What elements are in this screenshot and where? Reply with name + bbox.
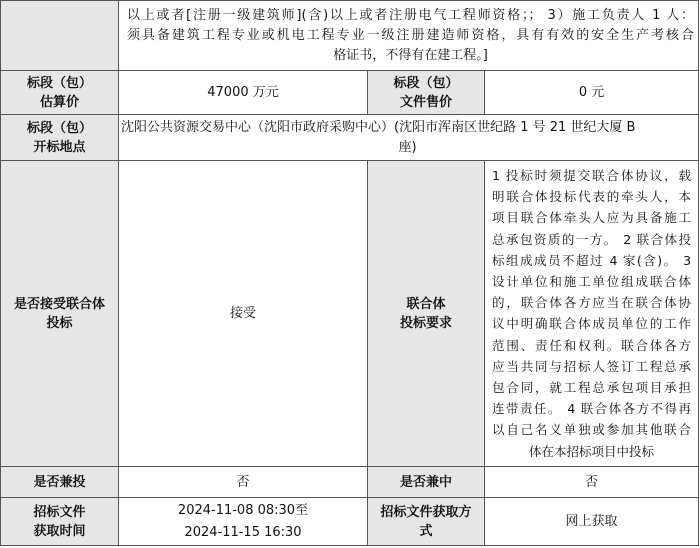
opening-row: [1, 115, 699, 161]
opening-location-line-2: 座): [398, 139, 417, 155]
consortium-requirements: 1 投标时须提交联合体协议，载 明联合体投标代表的牵头人，本 项目联合体牵头人应为具备施工 总承包资质的一方。 2 联合体投 标组成成员不超过 4 家(含)。 3 设计单位和施工单位组成联合体 的，联合体各方应当在联合体协 议中明确联合体成员单位的工作 范围、责任和权利。联合体各方 应当共同与招标人签订工程总承 包合同，就工程总承包项目承担 连带责任。 4 联合体各方不得再 以自己名义单独或参加其他联合 体在本招标项目中投标: [485, 161, 699, 467]
estimate-label: 标段（包） 估算价: [1, 71, 119, 115]
qualification-line-3: 格证书，不得有在建工程。]: [333, 47, 488, 63]
opening-location-line-1: 沈阳公共资源交易中心（沈阳市政府采购中心）(沈阳市浑南区世纪路 1 号 21 世纪大厦 B: [121, 119, 636, 135]
doc-method-value: 网上获取: [485, 498, 699, 546]
consortium-value: 接受: [119, 161, 368, 467]
qualification-text-cell: [119, 1, 699, 71]
qualification-line-1: 以上或者[注册一级建筑师](含)以上或者注册电气工程师资格；； 3）施工负责人 1 人：: [127, 7, 695, 23]
concurrent-row: [1, 467, 699, 498]
concurrent-win-label: 是否兼中: [368, 467, 485, 498]
concurrent-win-value: 否: [485, 467, 699, 498]
qualification-line-2: 须具备建筑工程专业或机电工程专业一级注册建造师资格，具有有效的安全生产考核合: [127, 27, 695, 43]
estimate-value: 47000 万元: [119, 71, 368, 115]
doc-time-value: 2024-11-08 08:30至 2024-11-15 16:30: [119, 498, 368, 546]
concurrent-bid-label: 是否兼投: [1, 467, 119, 498]
doc-price-value: 0 元: [485, 71, 699, 115]
qualification-label-cell: [1, 1, 119, 71]
doc-time-label: 招标文件 获取时间: [1, 498, 119, 546]
opening-label: 标段（包） 开标地点: [1, 115, 119, 161]
concurrent-bid-value: 否: [119, 467, 368, 498]
doc-price-label: 标段（包） 文件售价: [368, 71, 485, 115]
consortium-label: 是否接受联合体 投标: [1, 161, 119, 467]
opening-location: [119, 115, 699, 161]
estimate-row: [1, 71, 699, 115]
consortium-row: [1, 161, 699, 467]
consortium-req-label: 联合体 投标要求: [368, 161, 485, 467]
qualification-row: [1, 1, 699, 71]
docs-row: [1, 498, 699, 546]
doc-method-label: 招标文件获取方 式: [368, 498, 485, 546]
